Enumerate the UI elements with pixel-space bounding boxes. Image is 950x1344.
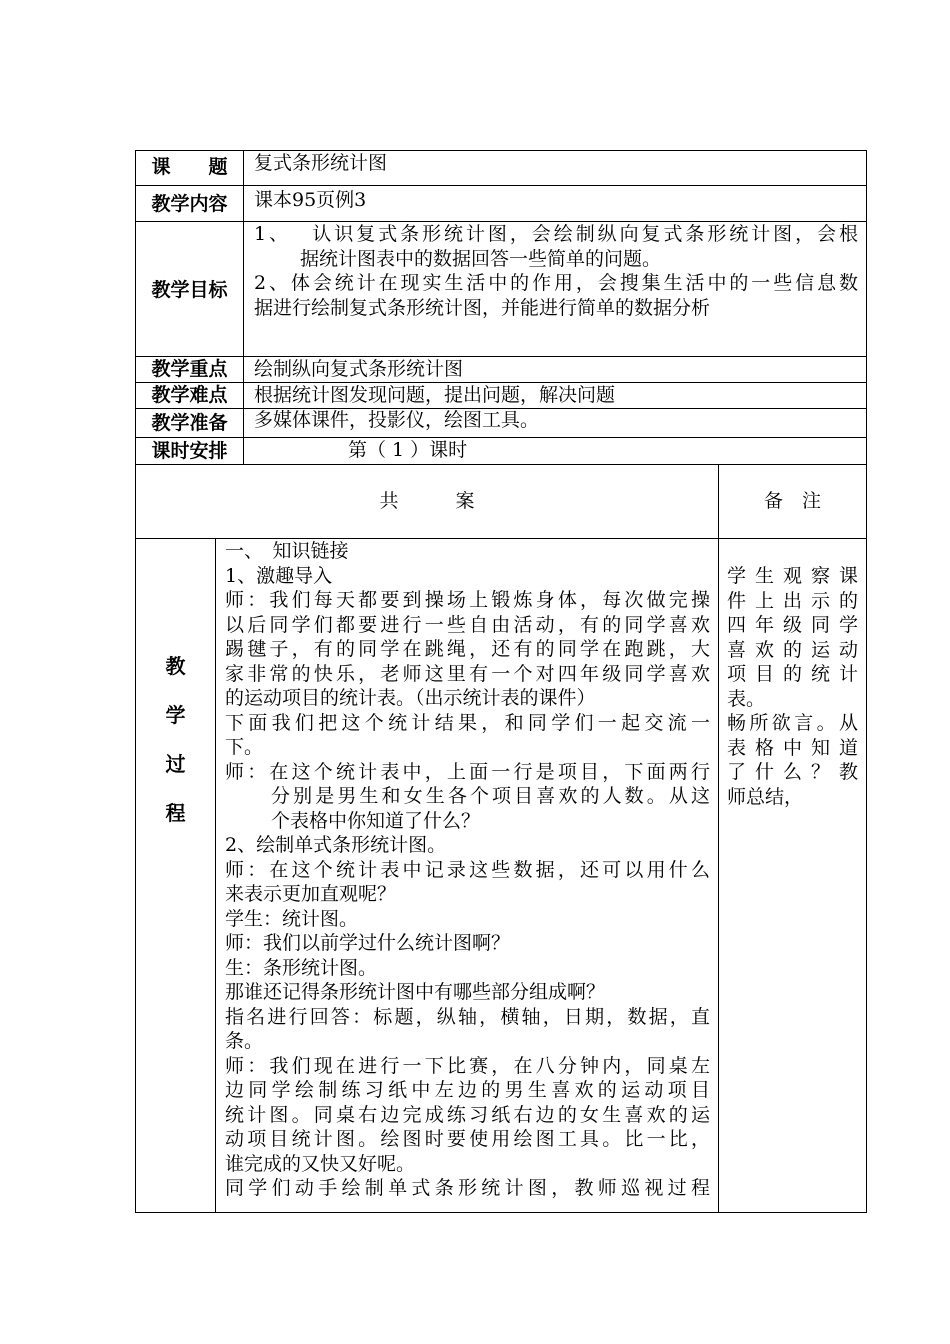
process-label: [136, 642, 215, 838]
row-label-key-point: 教学重点: [151, 358, 228, 380]
process-label-char: 过: [165, 752, 186, 776]
row-label-preparation: 教学准备: [151, 412, 228, 434]
notes-line: 了什么？教: [727, 761, 858, 783]
process-line: 下。: [225, 736, 264, 758]
process-line: 师：在这个统计表中，上面一行是项目，下面两行: [225, 760, 710, 783]
table-border-bottom: [135, 1212, 867, 1213]
process-line: 谁完成的又快又好呢。: [225, 1152, 416, 1175]
process-line: 条。: [225, 1030, 264, 1052]
notes-header: 备 注: [763, 490, 821, 512]
process-line: 边同学绘制练习纸中左边的男生喜欢的运动项目: [225, 1079, 710, 1101]
shared-plan-header: 共 案: [379, 490, 475, 512]
process-line: 家非常的快乐，老师这里有一个对四年级同学喜欢: [225, 662, 710, 685]
objectives-line: 据统计图表中的数据回答一些简单的问题。: [300, 247, 662, 270]
row-value-preparation: 多媒体课件，投影仪，绘图工具。: [254, 409, 540, 431]
row-value-key-point: 绘制纵向复式条形统计图: [254, 358, 464, 380]
objectives-line: 1、 认识复式条形统计图，会绘制纵向复式条形统计图，会根: [254, 223, 858, 245]
process-line: 分别是男生和女生各个项目喜欢的人数。从这: [271, 785, 710, 807]
process-line: 统计图。同桌右边完成练习纸右边的女生喜欢的运: [225, 1103, 710, 1126]
process-line: 指名进行回答：标题，纵轴，横轴，日期，数据，直: [225, 1005, 710, 1028]
process-text: [225, 539, 710, 1201]
process-line: 下面我们把这个统计结果，和同学们一起交流一: [225, 711, 710, 734]
process-label-divider: [215, 538, 216, 1213]
objectives-line: 2、体会统计在现实生活中的作用，会搜集生活中的一些信息数: [254, 272, 858, 294]
process-line: 师：我们以前学过什么统计图啊？: [225, 932, 511, 954]
table-border-right: [866, 150, 867, 1213]
process-line: 同学们动手绘制单式条形统计图，教师巡视过程: [225, 1177, 710, 1199]
notes-line: 喜欢的运动: [727, 638, 858, 661]
row-label-difficulty: 教学难点: [151, 384, 228, 406]
process-label-char: 教: [165, 654, 186, 678]
process-line: 来表示更加直观呢？: [225, 883, 397, 905]
process-line: 2、绘制单式条形统计图。: [225, 834, 447, 856]
notes-column-divider: [718, 464, 719, 1213]
process-line: 个表格中你知道了什么？: [271, 809, 481, 832]
row-label-topic: 课 题: [151, 156, 228, 178]
notes-line: 件上出示的: [727, 589, 858, 612]
process-line: 以后同学们都要进行一些自由活动，有的同学喜欢: [225, 613, 710, 636]
process-label-char: 程: [165, 801, 186, 825]
notes-line: 表格中知道: [727, 736, 858, 759]
row-value-topic: 复式条形统计图: [254, 152, 388, 174]
row-divider: [135, 356, 867, 357]
notes-line: 师总结，: [727, 785, 804, 808]
process-line: 生：条形统计图。: [225, 956, 378, 979]
process-line: 那谁还记得条形统计图中有哪些部分组成啊？: [225, 981, 606, 1003]
notes-text: [727, 564, 858, 809]
process-line: 师：我们每天都要到操场上锻炼身体，每次做完操: [225, 589, 710, 611]
objectives-text: [254, 222, 858, 320]
notes-line: 项目的统计: [727, 663, 858, 685]
row-divider: [135, 437, 867, 438]
row-divider: [135, 185, 867, 186]
process-line: 学生：统计图。: [225, 907, 359, 930]
row-value-content: 课本95页例3: [254, 189, 367, 211]
row-label-content: 教学内容: [151, 193, 228, 215]
row-divider: [135, 464, 867, 465]
notes-line: 学生观察课: [727, 565, 858, 587]
process-label-char: 学: [165, 703, 186, 727]
objectives-line: 据进行绘制复式条形统计图，并能进行简单的数据分析: [254, 296, 711, 319]
notes-line: 四年级同学: [727, 614, 858, 636]
table-border-top: [135, 150, 867, 151]
row-label-schedule: 课时安排: [151, 440, 228, 462]
row-value-schedule: 第（ 1 ）课时: [348, 439, 468, 461]
process-line: 1、激趣导入: [225, 564, 333, 587]
process-line: 踢毽子，有的同学在跳绳，还有的同学在跑跳，大: [225, 638, 710, 660]
process-line: 的运动项目的统计表。（出示统计表的课件）: [225, 687, 596, 709]
label-column-divider: [243, 150, 244, 465]
row-label-objectives: 教学目标: [151, 279, 228, 301]
row-value-difficulty: 根据统计图发现问题，提出问题，解决问题: [254, 384, 616, 406]
process-line: 一、 知识链接: [225, 540, 349, 562]
notes-line: 畅所欲言。从: [727, 712, 858, 734]
process-line: 师：我们现在进行一下比赛，在八分钟内，同桌左: [225, 1054, 710, 1077]
process-line: 动项目统计图。绘图时要使用绘图工具。比一比，: [225, 1128, 710, 1150]
process-line: 师：在这个统计表中记录这些数据，还可以用什么: [225, 858, 710, 881]
notes-line: 表。: [727, 687, 766, 710]
